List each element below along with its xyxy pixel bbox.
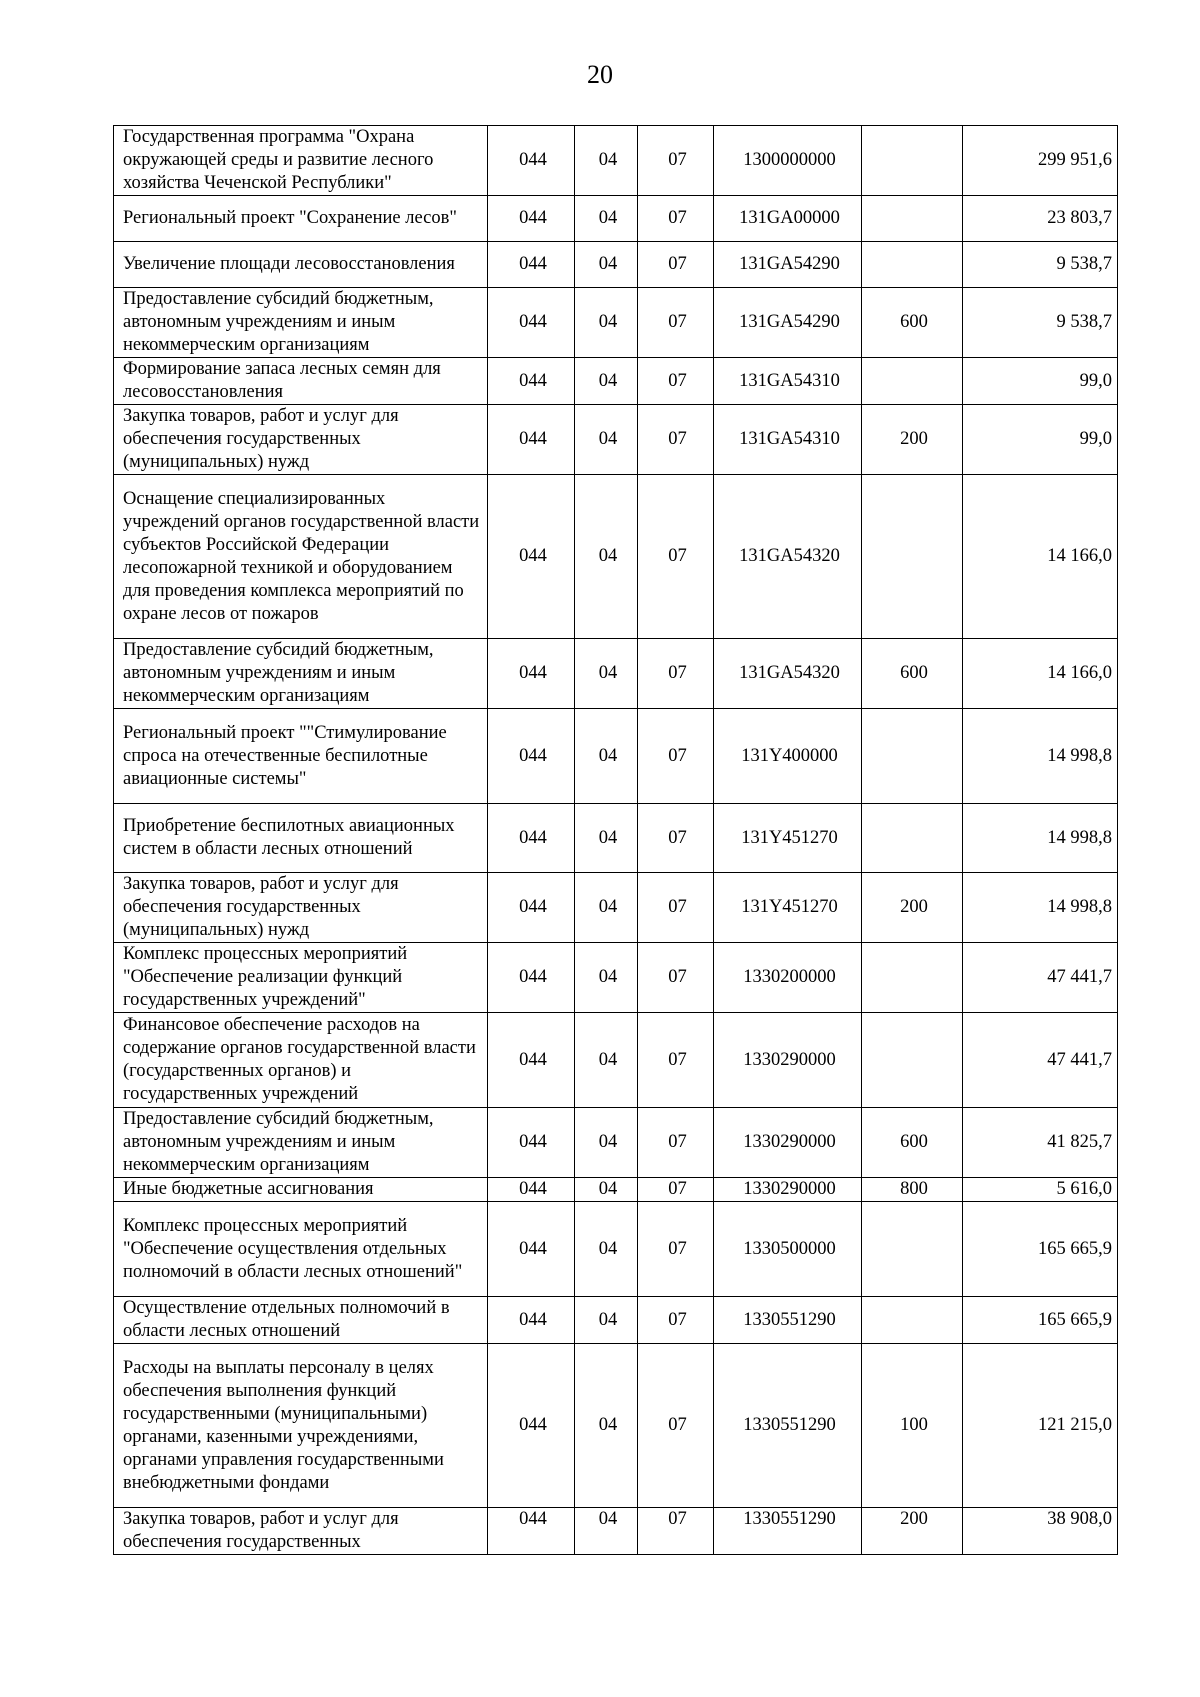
section-code-cell: 04 bbox=[575, 1344, 638, 1508]
amount-cell: 121 215,0 bbox=[963, 1344, 1118, 1508]
section-code-cell: 04 bbox=[575, 126, 638, 196]
section-code-cell: 04 bbox=[575, 943, 638, 1013]
target-code-cell: 1330290000 bbox=[714, 1178, 862, 1202]
expense-type-code-cell: 600 bbox=[862, 1108, 963, 1178]
section-code-cell: 04 bbox=[575, 1108, 638, 1178]
row-name-cell: Расходы на выплаты персоналу в целях обеспечения выполнения функций государственными (муниципальными) органами, казенными учреждениями, органами управления государственными внебюджетными фондами bbox=[114, 1344, 488, 1508]
subsection-code-cell: 07 bbox=[638, 1202, 714, 1297]
section-code-cell: 04 bbox=[575, 242, 638, 288]
row-name-cell: Увеличение площади лесовосстановления bbox=[114, 242, 488, 288]
target-code-cell: 1330551290 bbox=[714, 1297, 862, 1344]
expense-type-code-cell: 800 bbox=[862, 1178, 963, 1202]
amount-cell: 14 998,8 bbox=[963, 873, 1118, 943]
table-row bbox=[114, 405, 1118, 475]
target-code-cell: 1300000000 bbox=[714, 126, 862, 196]
target-code-cell: 131Y451270 bbox=[714, 804, 862, 873]
expense-type-code-cell bbox=[862, 1013, 963, 1108]
row-name-cell: Закупка товаров, работ и услуг для обеспечения государственных (муниципальных) нужд bbox=[114, 873, 488, 943]
subsection-code-cell: 07 bbox=[638, 475, 714, 639]
ministry-code-cell: 044 bbox=[488, 358, 575, 405]
table-row bbox=[114, 709, 1118, 804]
section-code-cell: 04 bbox=[575, 196, 638, 242]
expense-type-code-cell bbox=[862, 126, 963, 196]
row-name-cell: Осуществление отдельных полномочий в области лесных отношений bbox=[114, 1297, 488, 1344]
expense-type-code-cell bbox=[862, 1202, 963, 1297]
expense-type-code-cell bbox=[862, 196, 963, 242]
expense-type-code-cell bbox=[862, 242, 963, 288]
table-row bbox=[114, 1344, 1118, 1508]
section-code-cell: 04 bbox=[575, 1202, 638, 1297]
ministry-code-cell: 044 bbox=[488, 1178, 575, 1202]
amount-cell: 299 951,6 bbox=[963, 126, 1118, 196]
subsection-code-cell: 07 bbox=[638, 873, 714, 943]
ministry-code-cell: 044 bbox=[488, 1344, 575, 1508]
expense-type-code-cell: 600 bbox=[862, 288, 963, 358]
ministry-code-cell: 044 bbox=[488, 405, 575, 475]
section-code-cell: 04 bbox=[575, 405, 638, 475]
table-row bbox=[114, 1297, 1118, 1344]
expense-type-code-cell bbox=[862, 804, 963, 873]
amount-cell: 14 998,8 bbox=[963, 804, 1118, 873]
section-code-cell: 04 bbox=[575, 288, 638, 358]
ministry-code-cell: 044 bbox=[488, 873, 575, 943]
subsection-code-cell: 07 bbox=[638, 288, 714, 358]
ministry-code-cell: 044 bbox=[488, 709, 575, 804]
section-code-cell: 04 bbox=[575, 804, 638, 873]
expense-type-code-cell: 100 bbox=[862, 1344, 963, 1508]
section-code-cell: 04 bbox=[575, 475, 638, 639]
amount-cell: 14 998,8 bbox=[963, 709, 1118, 804]
expense-type-code-cell bbox=[862, 709, 963, 804]
table-row bbox=[114, 358, 1118, 405]
target-code-cell: 131GA54320 bbox=[714, 475, 862, 639]
subsection-code-cell: 07 bbox=[638, 1178, 714, 1202]
amount-cell: 47 441,7 bbox=[963, 943, 1118, 1013]
amount-cell: 99,0 bbox=[963, 405, 1118, 475]
table-row bbox=[114, 1508, 1118, 1555]
section-code-cell: 04 bbox=[575, 1508, 638, 1555]
section-code-cell: 04 bbox=[575, 358, 638, 405]
ministry-code-cell: 044 bbox=[488, 1508, 575, 1555]
subsection-code-cell: 07 bbox=[638, 1297, 714, 1344]
target-code-cell: 1330551290 bbox=[714, 1508, 862, 1555]
section-code-cell: 04 bbox=[575, 639, 638, 709]
row-name-cell: Иные бюджетные ассигнования bbox=[114, 1178, 488, 1202]
target-code-cell: 1330551290 bbox=[714, 1344, 862, 1508]
expense-type-code-cell: 600 bbox=[862, 639, 963, 709]
expense-type-code-cell bbox=[862, 358, 963, 405]
row-name-cell: Финансовое обеспечение расходов на содержание органов государственной власти (государственных органов) и государственных учреждений bbox=[114, 1013, 488, 1108]
table-row bbox=[114, 804, 1118, 873]
amount-cell: 5 616,0 bbox=[963, 1178, 1118, 1202]
row-name-cell: Закупка товаров, работ и услуг для обеспечения государственных bbox=[114, 1508, 488, 1555]
ministry-code-cell: 044 bbox=[488, 126, 575, 196]
amount-cell: 38 908,0 bbox=[963, 1508, 1118, 1555]
subsection-code-cell: 07 bbox=[638, 242, 714, 288]
row-name-cell: Предоставление субсидий бюджетным, автономным учреждениям и иным некоммерческим организациям bbox=[114, 639, 488, 709]
amount-cell: 9 538,7 bbox=[963, 242, 1118, 288]
subsection-code-cell: 07 bbox=[638, 196, 714, 242]
section-code-cell: 04 bbox=[575, 873, 638, 943]
amount-cell: 165 665,9 bbox=[963, 1202, 1118, 1297]
subsection-code-cell: 07 bbox=[638, 709, 714, 804]
expense-type-code-cell bbox=[862, 943, 963, 1013]
section-code-cell: 04 bbox=[575, 1178, 638, 1202]
amount-cell: 47 441,7 bbox=[963, 1013, 1118, 1108]
target-code-cell: 1330290000 bbox=[714, 1108, 862, 1178]
table-row bbox=[114, 475, 1118, 639]
target-code-cell: 1330200000 bbox=[714, 943, 862, 1013]
table-row bbox=[114, 126, 1118, 196]
ministry-code-cell: 044 bbox=[488, 1013, 575, 1108]
amount-cell: 23 803,7 bbox=[963, 196, 1118, 242]
row-name-cell: Закупка товаров, работ и услуг для обеспечения государственных (муниципальных) нужд bbox=[114, 405, 488, 475]
row-name-cell: Предоставление субсидий бюджетным, автономным учреждениям и иным некоммерческим организациям bbox=[114, 1108, 488, 1178]
expense-type-code-cell: 200 bbox=[862, 405, 963, 475]
subsection-code-cell: 07 bbox=[638, 639, 714, 709]
ministry-code-cell: 044 bbox=[488, 1202, 575, 1297]
ministry-code-cell: 044 bbox=[488, 288, 575, 358]
subsection-code-cell: 07 bbox=[638, 358, 714, 405]
amount-cell: 165 665,9 bbox=[963, 1297, 1118, 1344]
budget-table-body bbox=[114, 126, 1118, 1555]
table-row bbox=[114, 1013, 1118, 1108]
amount-cell: 9 538,7 bbox=[963, 288, 1118, 358]
amount-cell: 14 166,0 bbox=[963, 639, 1118, 709]
ministry-code-cell: 044 bbox=[488, 639, 575, 709]
row-name-cell: Региональный проект ""Стимулирование спроса на отечественные беспилотные авиационные системы" bbox=[114, 709, 488, 804]
target-code-cell: 131GA54320 bbox=[714, 639, 862, 709]
row-name-cell: Государственная программа "Охрана окружающей среды и развитие лесного хозяйства Чеченской Республики" bbox=[114, 126, 488, 196]
subsection-code-cell: 07 bbox=[638, 1508, 714, 1555]
row-name-cell: Оснащение специализированных учреждений органов государственной власти субъектов Российской Федерации лесопожарной техникой и оборудованием для проведения комплекса мероприятий по охране лесов от пожаров bbox=[114, 475, 488, 639]
section-code-cell: 04 bbox=[575, 1297, 638, 1344]
target-code-cell: 131GA54290 bbox=[714, 242, 862, 288]
ministry-code-cell: 044 bbox=[488, 242, 575, 288]
table-row bbox=[114, 639, 1118, 709]
row-name-cell: Приобретение беспилотных авиационных систем в области лесных отношений bbox=[114, 804, 488, 873]
amount-cell: 14 166,0 bbox=[963, 475, 1118, 639]
subsection-code-cell: 07 bbox=[638, 405, 714, 475]
target-code-cell: 131GA54290 bbox=[714, 288, 862, 358]
subsection-code-cell: 07 bbox=[638, 943, 714, 1013]
ministry-code-cell: 044 bbox=[488, 804, 575, 873]
ministry-code-cell: 044 bbox=[488, 1297, 575, 1344]
target-code-cell: 131Y400000 bbox=[714, 709, 862, 804]
ministry-code-cell: 044 bbox=[488, 196, 575, 242]
target-code-cell: 131Y451270 bbox=[714, 873, 862, 943]
table-row bbox=[114, 1178, 1118, 1202]
table-row bbox=[114, 943, 1118, 1013]
subsection-code-cell: 07 bbox=[638, 1108, 714, 1178]
row-name-cell: Комплекс процессных мероприятий "Обеспечение осуществления отдельных полномочий в области лесных отношений" bbox=[114, 1202, 488, 1297]
expense-type-code-cell: 200 bbox=[862, 873, 963, 943]
expense-type-code-cell bbox=[862, 475, 963, 639]
section-code-cell: 04 bbox=[575, 1013, 638, 1108]
target-code-cell: 1330290000 bbox=[714, 1013, 862, 1108]
table-row bbox=[114, 1108, 1118, 1178]
table-row bbox=[114, 242, 1118, 288]
budget-table bbox=[113, 125, 1118, 1555]
target-code-cell: 1330500000 bbox=[714, 1202, 862, 1297]
ministry-code-cell: 044 bbox=[488, 475, 575, 639]
target-code-cell: 131GA54310 bbox=[714, 358, 862, 405]
row-name-cell: Формирование запаса лесных семян для лесовосстановления bbox=[114, 358, 488, 405]
row-name-cell: Региональный проект "Сохранение лесов" bbox=[114, 196, 488, 242]
expense-type-code-cell: 200 bbox=[862, 1508, 963, 1555]
target-code-cell: 131GA00000 bbox=[714, 196, 862, 242]
table-row bbox=[114, 873, 1118, 943]
page-number: 20 bbox=[587, 60, 613, 89]
ministry-code-cell: 044 bbox=[488, 1108, 575, 1178]
row-name-cell: Предоставление субсидий бюджетным, автономным учреждениям и иным некоммерческим организациям bbox=[114, 288, 488, 358]
amount-cell: 99,0 bbox=[963, 358, 1118, 405]
subsection-code-cell: 07 bbox=[638, 126, 714, 196]
table-row bbox=[114, 1202, 1118, 1297]
ministry-code-cell: 044 bbox=[488, 943, 575, 1013]
table-row bbox=[114, 196, 1118, 242]
section-code-cell: 04 bbox=[575, 709, 638, 804]
expense-type-code-cell bbox=[862, 1297, 963, 1344]
amount-cell: 41 825,7 bbox=[963, 1108, 1118, 1178]
target-code-cell: 131GA54310 bbox=[714, 405, 862, 475]
table-row bbox=[114, 288, 1118, 358]
subsection-code-cell: 07 bbox=[638, 1344, 714, 1508]
row-name-cell: Комплекс процессных мероприятий "Обеспечение реализации функций государственных учреждений" bbox=[114, 943, 488, 1013]
subsection-code-cell: 07 bbox=[638, 1013, 714, 1108]
subsection-code-cell: 07 bbox=[638, 804, 714, 873]
